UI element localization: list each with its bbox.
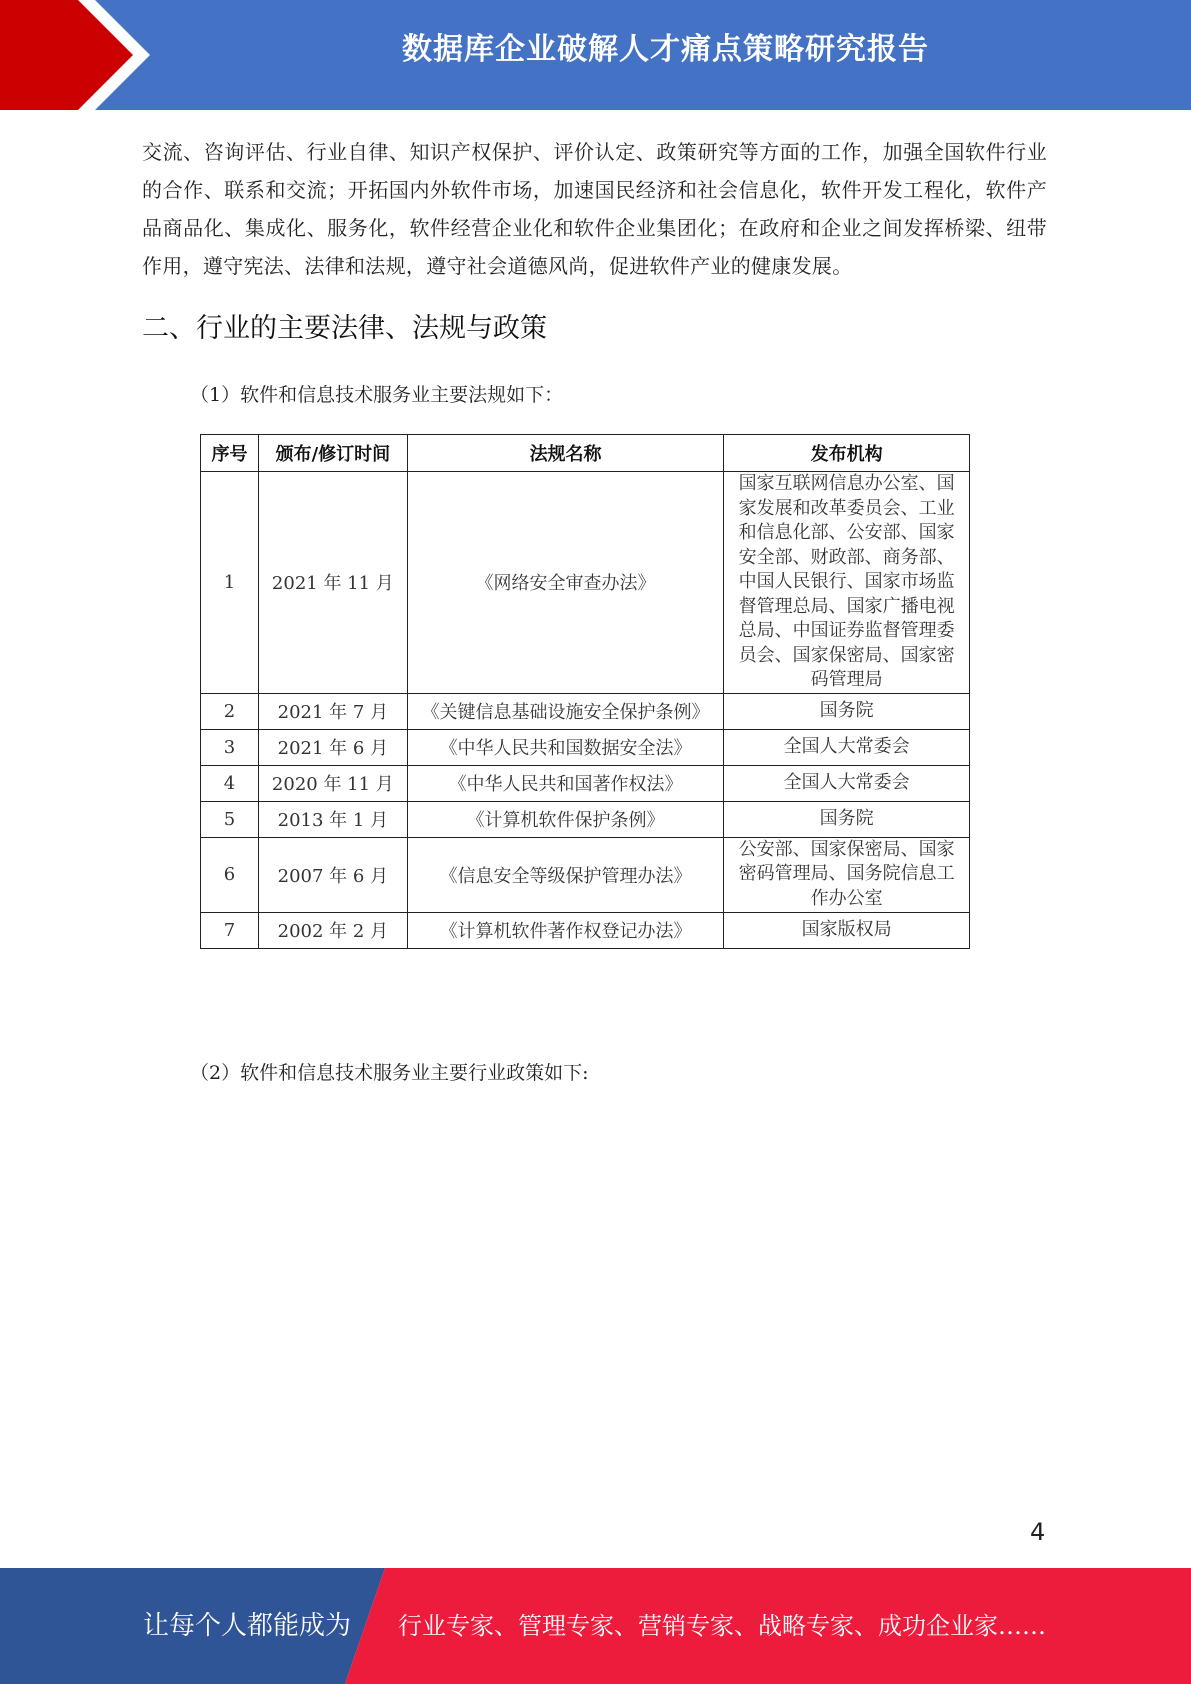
header-bar	[0, 0, 1191, 110]
table-row	[201, 801, 970, 837]
footer-slogan-right: 行业专家、管理专家、营销专家、战略专家、成功企业家……	[398, 1612, 1046, 1640]
table-row	[201, 912, 970, 948]
header-arrow-decoration	[0, 0, 160, 110]
cell-index: 2	[201, 693, 259, 729]
policies-intro: （2）软件和信息技术服务业主要行业政策如下:	[190, 1062, 589, 1084]
col-header-index: 序号	[201, 435, 259, 472]
report-title: 数据库企业破解人才痛点策略研究报告	[402, 32, 929, 67]
cell-publisher: 公安部、国家保密局、国家密码管理局、国务院信息工作办公室	[724, 837, 970, 912]
regulations-table	[200, 434, 970, 949]
cell-publisher: 国务院	[724, 693, 970, 729]
table-header-row	[201, 435, 970, 472]
footer-banner	[0, 1568, 1191, 1684]
cell-publisher: 国家互联网信息办公室、国家发展和改革委员会、工业和信息化部、公安部、国家安全部、财政部、商务部、中国人民银行、国家市场监督管理总局、国家广播电视总局、中国证券监督管理委员会、国家保密局、国家密码管理局	[724, 472, 970, 694]
cell-publisher: 国务院	[724, 801, 970, 837]
section-heading: 二、行业的主要法律、法规与政策	[142, 313, 547, 344]
col-header-publisher: 发布机构	[724, 435, 970, 472]
cell-date: 2007 年 6 月	[258, 837, 407, 912]
cell-name: 《中华人民共和国数据安全法》	[407, 729, 724, 765]
cell-index: 3	[201, 729, 259, 765]
table-row	[201, 765, 970, 801]
cell-date: 2020 年 11 月	[258, 765, 407, 801]
cell-index: 1	[201, 472, 259, 694]
cell-index: 4	[201, 765, 259, 801]
table-row	[201, 472, 970, 694]
cell-date: 2002 年 2 月	[258, 912, 407, 948]
col-header-date: 颁布/修订时间	[258, 435, 407, 472]
cell-index: 6	[201, 837, 259, 912]
cell-date: 2021 年 6 月	[258, 729, 407, 765]
cell-publisher: 全国人大常委会	[724, 765, 970, 801]
cell-name: 《计算机软件著作权登记办法》	[407, 912, 724, 948]
cell-publisher: 全国人大常委会	[724, 729, 970, 765]
cell-date: 2013 年 1 月	[258, 801, 407, 837]
cell-name: 《信息安全等级保护管理办法》	[407, 837, 724, 912]
cell-name: 《关键信息基础设施安全保护条例》	[407, 693, 724, 729]
cell-name: 《中华人民共和国著作权法》	[407, 765, 724, 801]
cell-index: 7	[201, 912, 259, 948]
table-row	[201, 837, 970, 912]
cell-index: 5	[201, 801, 259, 837]
table-row	[201, 729, 970, 765]
cell-date: 2021 年 11 月	[258, 472, 407, 694]
regulations-intro: （1）软件和信息技术服务业主要法规如下：	[190, 384, 564, 406]
col-header-name: 法规名称	[407, 435, 724, 472]
cell-publisher: 国家版权局	[724, 912, 970, 948]
intro-paragraph: 交流、咨询评估、行业自律、知识产权保护、评价认定、政策研究等方面的工作，加强全国软件行业的合作、联系和交流；开拓国内外软件市场，加速国民经济和社会信息化，软件开发工程化，软件产品商品化、集成化、服务化，软件经营企业化和软件企业集团化；在政府和企业之间发挥桥梁、纽带作用，遵守宪法、法律和法规，遵守社会道德风尚，促进软件产业的健康发展。	[142, 140, 1047, 278]
cell-name: 《计算机软件保护条例》	[407, 801, 724, 837]
table-row	[201, 693, 970, 729]
page-number: 4	[1030, 1518, 1046, 1546]
cell-name: 《网络安全审查办法》	[407, 472, 724, 694]
footer-slogan-left: 让每个人都能成为	[143, 1611, 352, 1641]
cell-date: 2021 年 7 月	[258, 693, 407, 729]
